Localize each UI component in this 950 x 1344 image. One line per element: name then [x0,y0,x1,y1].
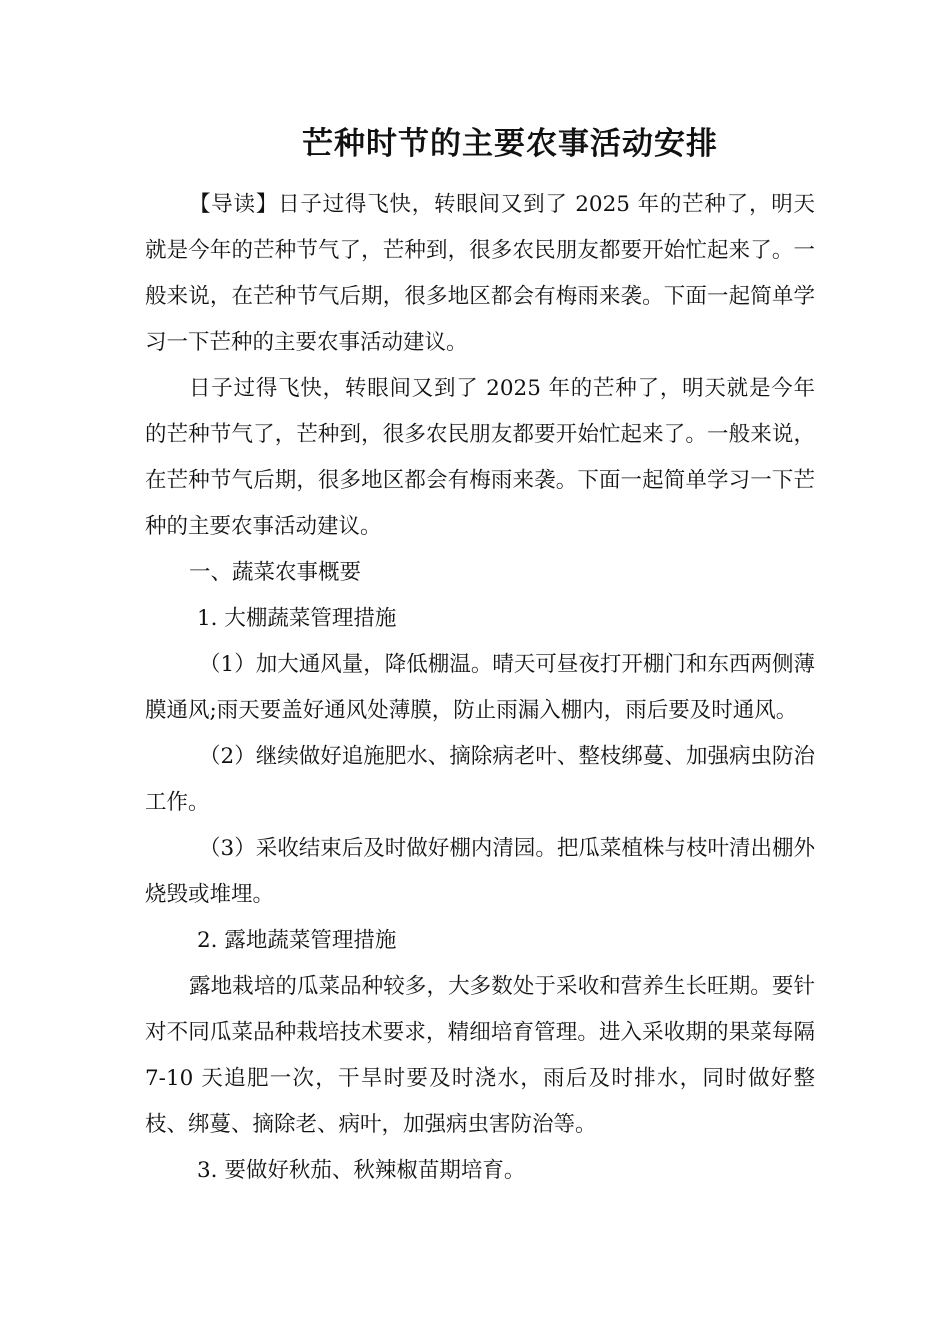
subsection-heading: 2. 露地蔬菜管理措施 [197,928,397,953]
section-heading: 一、蔬菜农事概要 [189,560,362,585]
document-body [145,182,815,1194]
body-paragraph: 露地栽培的瓜菜品种较多，大多数处于采收和营养生长旺期。要针对不同瓜菜品种栽培技术要求，精细培育管理。进入采收期的果菜每隔 7-10 天追肥一次，干旱时要及时浇水，雨后及时排水，同时做好整枝、绑蔓、摘除老、病叶，加强病虫害防治等。 [145,974,815,1137]
list-item: （1）加大通风量，降低棚温。晴天可昼夜打开棚门和东西两侧薄膜通风;雨天要盖好通风处薄膜，防止雨漏入棚内，雨后要及时通风。 [145,652,815,723]
intro-paragraph: 【导读】日子过得飞快，转眼间又到了 2025 年的芒种了，明天就是今年的芒种节气了，芒种到，很多农民朋友都要开始忙起来了。一般来说，在芒种节气后期，很多地区都会有梅雨来袭。下面一起简单学习一下芒种的主要农事活动建议。 [145,192,815,355]
subsection-heading: 1. 大棚蔬菜管理措施 [197,606,397,631]
document-title: 芒种时节的主要农事活动安排 [302,126,718,162]
list-item: （3）采收结束后及时做好棚内清园。把瓜菜植株与枝叶清出棚外烧毁或堆埋。 [145,836,815,907]
list-item: （2）继续做好追施肥水、摘除病老叶、整枝绑蔓、加强病虫防治工作。 [145,744,815,815]
subsection-heading: 3. 要做好秋茄、秋辣椒苗期培育。 [197,1158,526,1183]
body-paragraph: 日子过得飞快，转眼间又到了 2025 年的芒种了，明天就是今年的芒种节气了，芒种到，很多农民朋友都要开始忙起来了。一般来说，在芒种节气后期，很多地区都会有梅雨来袭。下面一起简单学习一下芒种的主要农事活动建议。 [145,376,815,539]
